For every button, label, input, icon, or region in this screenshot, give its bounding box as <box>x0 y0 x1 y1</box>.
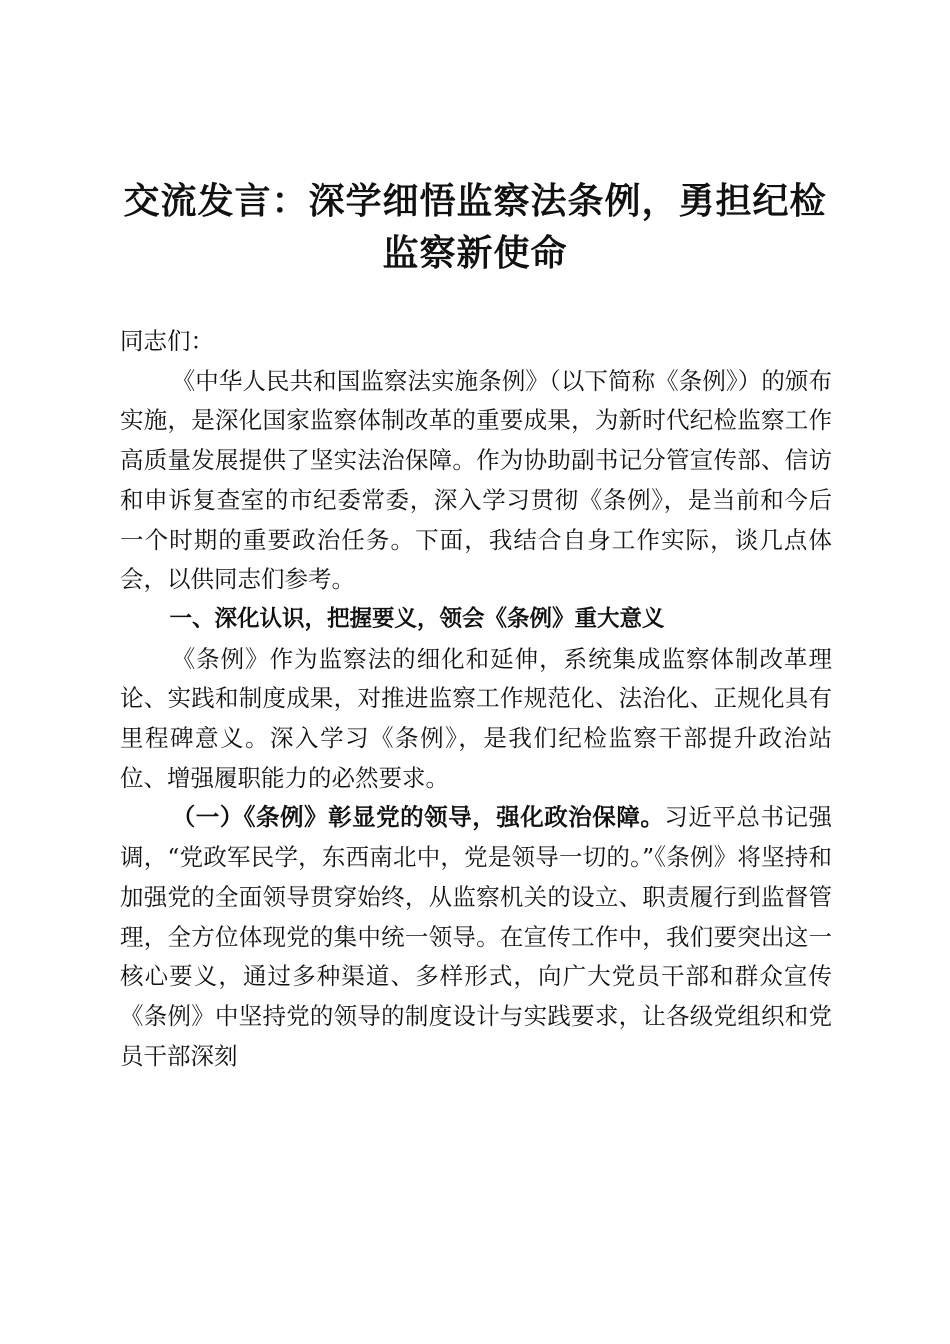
document-body <box>120 322 832 1076</box>
section-intro-paragraph: 《条例》作为监察法的细化和延伸，系统集成监察体制改革理论、实践和制度成果，对推进监察工作规范化、法治化、正规化具有里程碑意义。深入学习《条例》，是我们纪检监察干部提升政治站位、增强履职能力的必然要求。 <box>120 644 832 792</box>
intro-paragraph: 《中华人民共和国监察法实施条例》（以下简称《条例》）的颁布实施，是深化国家监察体制改革的重要成果，为新时代纪检监察工作高质量发展提供了坚实法治保障。作为协助副书记分管宣传部、信访和申诉复查室的市纪委常委，深入学习贯彻《条例》，是当前和今后一个时期的重要政治任务。下面，我结合自身工作实际，谈几点体会，以供同志们参考。 <box>120 366 832 594</box>
point-body: 习近平总书记强调，“党政军民学，东西南北中，党是领导一切的。”《条例》将坚持和加强党的全面领导贯穿始终，从监察机关的设立、职责履行到监督管理，全方位体现党的集中统一领导。在宣传工作中，我们要突出这一核心要义，通过多种渠道、多样形式，向广大党员干部和群众宣传《条例》中坚持党的领导的制度设计与实践要求，让各级党组织和党员干部深刻 <box>120 803 832 1070</box>
section-heading: 一、深化认识，把握要义，领会《条例》重大意义 <box>169 605 665 632</box>
document-title: 交流发言：深学细悟监察法条例，勇担纪检监察新使命 <box>123 180 827 274</box>
point-lead: （一）《条例》彰显党的领导，强化政治保障。 <box>171 803 665 832</box>
salutation: 同志们： <box>120 327 214 355</box>
point-paragraph <box>120 798 832 1076</box>
